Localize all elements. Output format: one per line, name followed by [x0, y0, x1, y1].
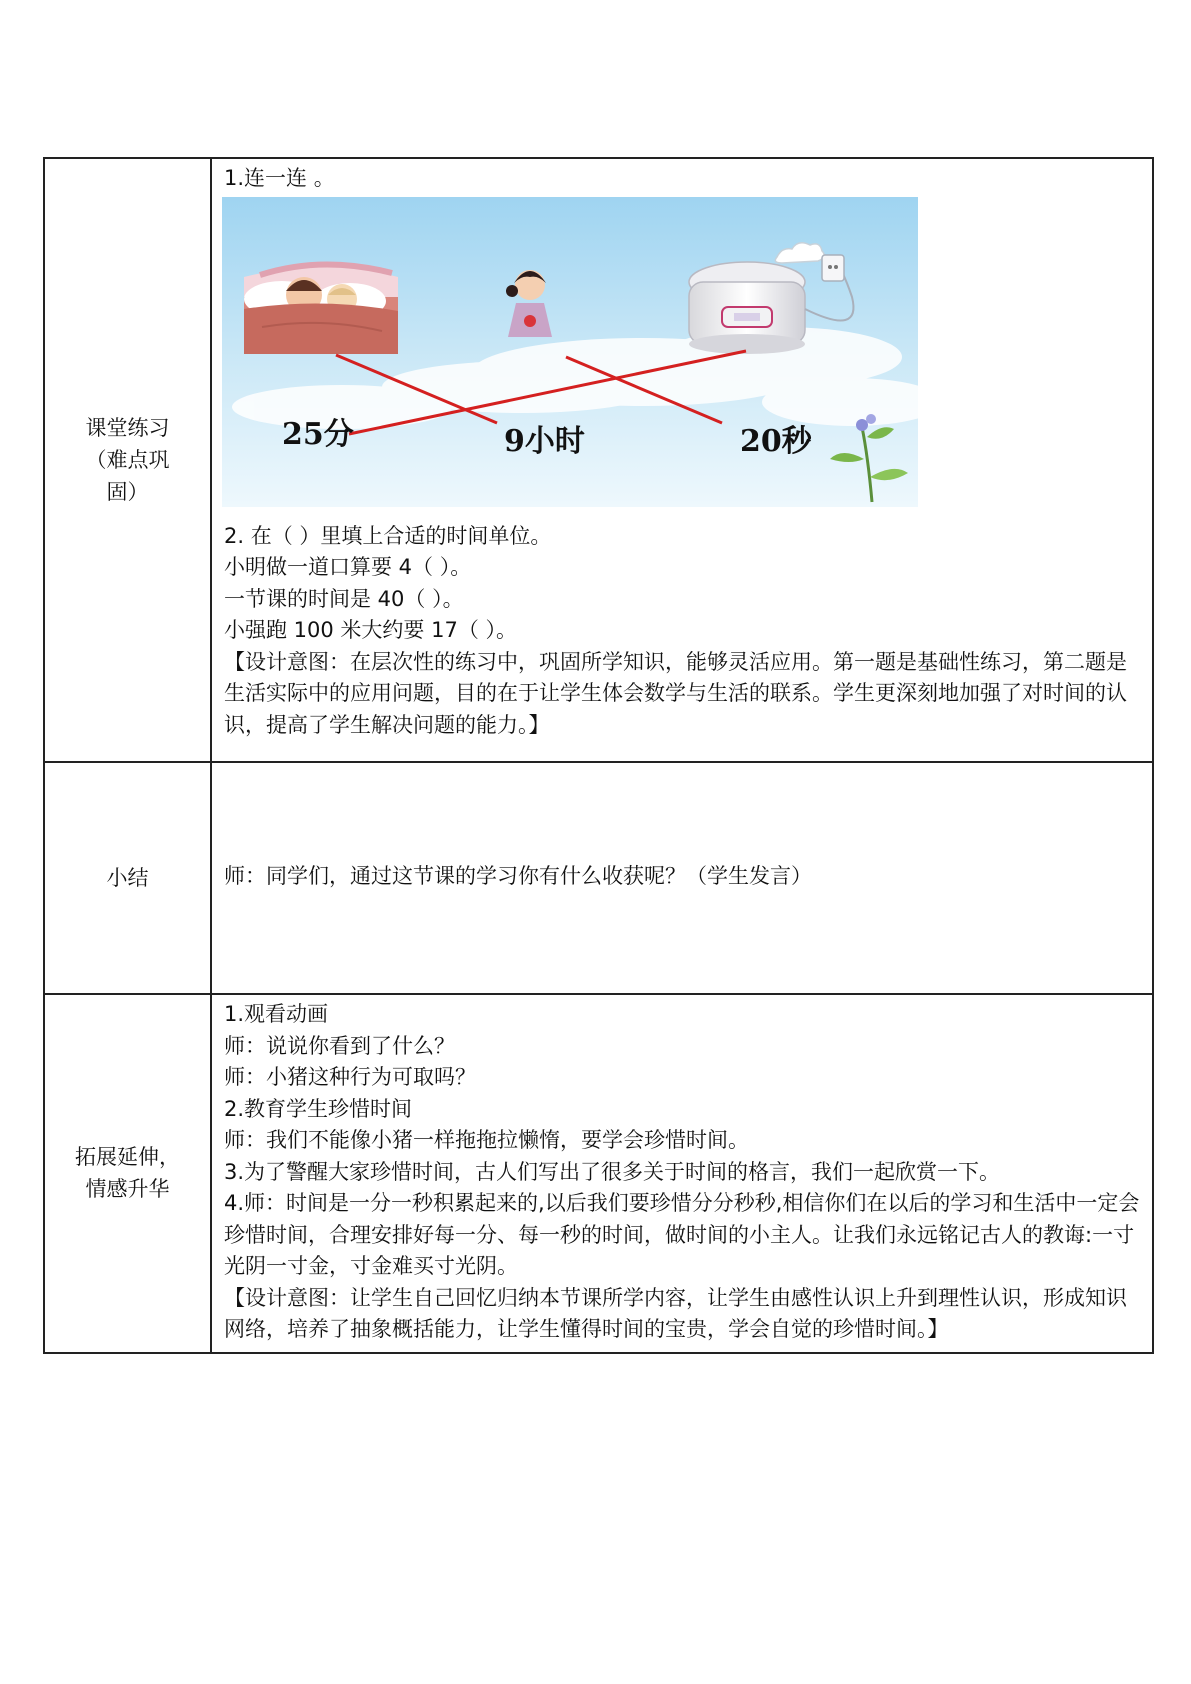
- summary-row: [44, 762, 1153, 994]
- practice-design-intent: 【设计意图：在层次性的练习中，巩固所学知识，能够灵活应用。第一题是基础性练习，第二题是生活实际中的应用问题，目的在于让学生体会数学与生活的联系。学生更深刻地加强了对时间的认识，提高了学生解决问题的能力。】: [224, 649, 1127, 737]
- summary-label: 小结: [106, 866, 149, 890]
- summary-text: 师：同学们，通过这节课的学习你有什么收获呢？（学生发言）: [224, 864, 812, 889]
- extension-label-cell: [44, 994, 211, 1353]
- q2-item: 小强跑 100 米大约要 17（ ）。: [224, 618, 518, 642]
- summary-content-cell: [211, 762, 1153, 994]
- summary-label-cell: [44, 762, 211, 994]
- q2-title: 2. 在（ ）里填上合适的时间单位。: [224, 523, 552, 548]
- extension-line: 师：我们不能像小猪一样拖拖拉懒惰，要学会珍惜时间。: [224, 1128, 749, 1152]
- q2-item: 小明做一道口算要 4（ ）。: [224, 555, 472, 579]
- practice-label-cell: [44, 158, 211, 762]
- label-9-hours: 9小时: [504, 423, 585, 459]
- extension-row: [44, 994, 1153, 1353]
- sleeping-children-illustration: [244, 264, 398, 354]
- extension-content-cell: [211, 994, 1153, 1353]
- practice-label-line: （难点巩: [85, 448, 170, 472]
- label-25-minutes: 25分: [282, 416, 354, 452]
- extension-line: 1.观看动画: [224, 1002, 329, 1026]
- label-20-seconds: 20秒: [740, 423, 812, 459]
- matching-exercise-image: [222, 197, 918, 507]
- lesson-plan-table: [43, 157, 1154, 1354]
- extension-design-intent: 【设计意图：让学生自己回忆归纳本节课所学内容，让学生由感性认识上升到理性认识，形成知识网络，培养了抽象概括能力，让学生懂得时间的宝贵，学会自觉的珍惜时间。】: [224, 1285, 1127, 1341]
- practice-label-line: 课堂练习: [85, 416, 170, 440]
- extension-label-line: 拓展延伸，: [75, 1145, 180, 1170]
- extension-label-line: 情感升华: [85, 1177, 170, 1202]
- practice-content-cell: [211, 158, 1153, 762]
- extension-paragraph-4: 4.师：时间是一分一秒积累起来的,以后我们要珍惜分分秒秒,相信你们在以后的学习和生活中一定会珍惜时间，合理安排好每一分、每一秒的时间，做时间的小主人。让我们永远铭记古人的教诲:一寸光阴一寸金，寸金难买寸光阴。: [224, 1191, 1140, 1278]
- practice-label-line: 固）: [106, 480, 149, 504]
- practice-row: [44, 158, 1153, 762]
- extension-line: 3.为了警醒大家珍惜时间，古人们写出了很多关于时间的格言，我们一起欣赏一下。: [224, 1159, 1001, 1184]
- extension-line: 师：说说你看到了什么？: [224, 1033, 455, 1058]
- q1-title: 1.连一连 。: [224, 166, 335, 190]
- q2-item: 一节课的时间是 40（ ）。: [224, 586, 464, 611]
- extension-line: 师：小猪这种行为可取吗？: [224, 1065, 476, 1089]
- extension-line: 2.教育学生珍惜时间: [224, 1096, 413, 1121]
